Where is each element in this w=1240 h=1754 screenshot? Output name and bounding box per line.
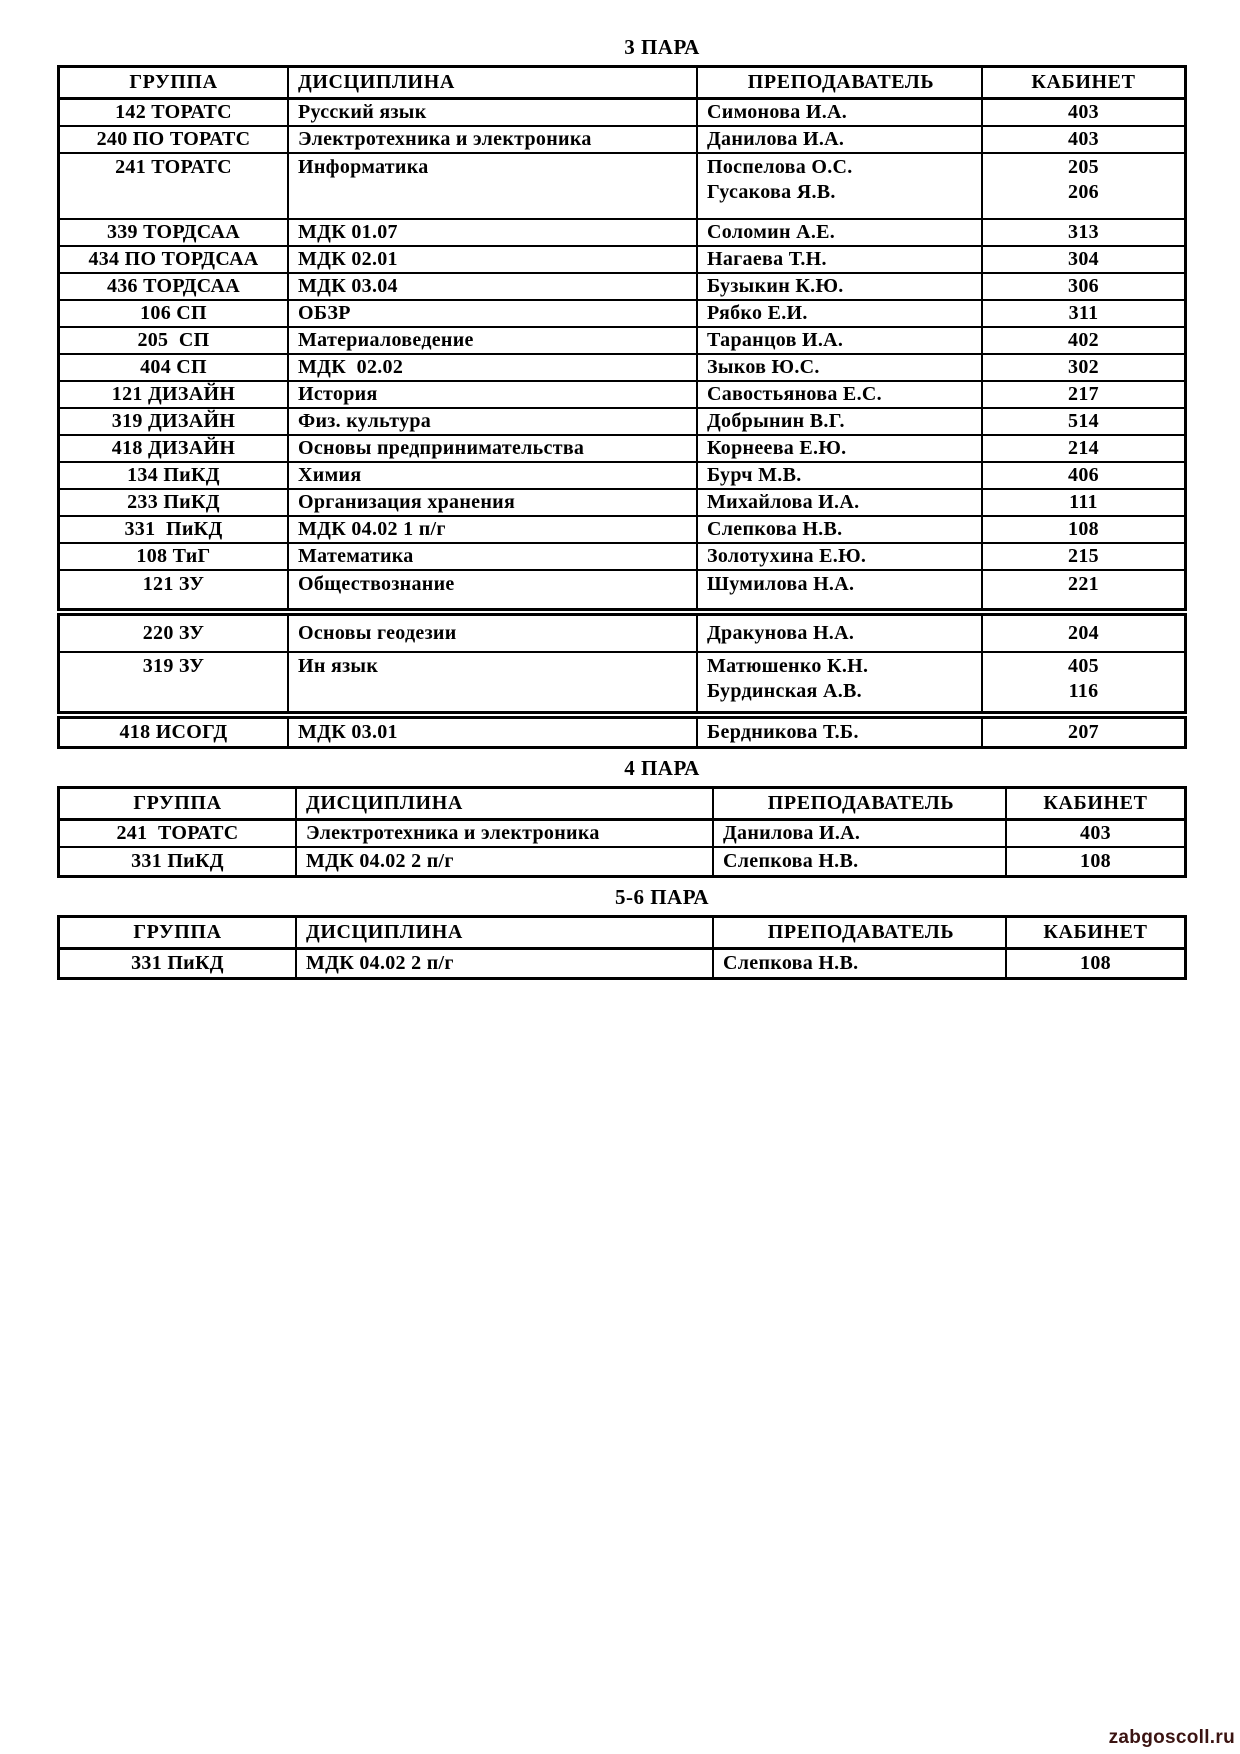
column-header: [297, 918, 714, 947]
table-row: [60, 100, 1184, 127]
table-row: [60, 616, 1184, 653]
teacher-name: Зыков Ю.С.: [707, 356, 820, 378]
room-cell: [983, 544, 1184, 569]
room-number: 406: [1068, 464, 1099, 486]
room-cell: [983, 463, 1184, 488]
column-header: [297, 789, 714, 818]
schedule-table: [57, 613, 1187, 714]
teacher-cell: [698, 409, 983, 434]
teacher-name: Нагаева Т.Н.: [707, 248, 827, 270]
room-number: 306: [1068, 275, 1099, 297]
teacher-cell: [698, 328, 983, 353]
room-cell: [983, 382, 1184, 407]
discipline-cell: [289, 220, 698, 245]
table-row: [60, 301, 1184, 328]
discipline-cell: [289, 719, 698, 746]
teacher-name: Добрынин В.Г.: [707, 410, 845, 432]
group-label: 233 ПиКД: [127, 491, 220, 513]
column-header: [714, 789, 1007, 818]
discipline-cell: [289, 463, 698, 488]
discipline-label: Химия: [298, 464, 362, 486]
schedule-content: [57, 34, 1187, 980]
room-cell: [983, 653, 1184, 711]
group-cell: [60, 328, 289, 353]
column-header-label: ПРЕПОДАВАТЕЛЬ: [767, 792, 955, 814]
room-cell: [1007, 821, 1184, 846]
section-title: 5-6 ПАРА: [614, 885, 710, 909]
group-cell: [60, 100, 289, 125]
table-row: [60, 436, 1184, 463]
teacher-cell: [698, 382, 983, 407]
teacher-name: Симонова И.А.: [707, 101, 848, 123]
group-label: 418 ИСОГД: [119, 721, 228, 743]
table-row: [60, 821, 1184, 848]
group-label: 240 ПО ТОРАТС: [96, 128, 251, 150]
teacher-name: Бердникова Т.Б.: [707, 721, 859, 743]
group-cell: [60, 653, 289, 711]
discipline-cell: [289, 301, 698, 326]
group-label: 319 ДИЗАЙН: [111, 410, 236, 432]
column-header: [698, 68, 983, 97]
section-title: 3 ПАРА: [624, 35, 700, 59]
table-row: [60, 409, 1184, 436]
group-label: 319 ЗУ: [142, 655, 205, 677]
room-cell: [983, 154, 1184, 218]
discipline-label: Основы предпринимательства: [298, 437, 585, 459]
teacher-name: Михайлова И.А.: [707, 491, 860, 513]
group-label: 106 СП: [140, 302, 207, 324]
teacher-cell: [714, 950, 1007, 977]
room-number: 405: [1068, 655, 1099, 677]
schedule-table: [57, 786, 1187, 878]
teacher-cell: [698, 274, 983, 299]
column-header-label: ГРУППА: [133, 921, 222, 943]
column-header: [60, 68, 289, 97]
group-label: 220 ЗУ: [142, 622, 205, 644]
group-cell: [60, 436, 289, 461]
table-row: [60, 127, 1184, 154]
discipline-label: МДК 02.02: [298, 356, 404, 378]
room-number: 206: [1068, 181, 1099, 203]
discipline-label: Материаловедение: [298, 329, 474, 351]
group-label: 108 ТиГ: [136, 545, 211, 567]
discipline-cell: [289, 571, 698, 608]
discipline-cell: [289, 517, 698, 542]
group-label: 121 ДИЗАЙН: [111, 383, 236, 405]
room-cell: [1007, 848, 1184, 875]
room-number: 108: [1068, 518, 1099, 540]
teacher-name: Соломин А.Е.: [707, 221, 836, 243]
discipline-label: Обществознание: [298, 573, 455, 595]
table-row: [60, 950, 1184, 977]
teacher-cell: [698, 436, 983, 461]
teacher-cell: [698, 571, 983, 608]
room-number: 403: [1068, 101, 1099, 123]
teacher-name: Дракунова Н.А.: [707, 622, 855, 644]
group-cell: [60, 517, 289, 542]
teacher-cell: [698, 653, 983, 711]
room-cell: [983, 517, 1184, 542]
column-header: [983, 68, 1184, 97]
column-header-label: ПРЕПОДАВАТЕЛЬ: [747, 71, 935, 93]
column-header-label: ДИСЦИПЛИНА: [306, 792, 463, 814]
room-cell: [983, 436, 1184, 461]
table-row: [60, 154, 1184, 220]
group-label: 241 ТОРАТС: [115, 156, 232, 178]
room-cell: [1007, 950, 1184, 977]
watermark: zabgoscoll.ru: [1108, 1727, 1235, 1748]
room-number: 207: [1068, 721, 1099, 743]
teacher-name: Рябко Е.И.: [707, 302, 808, 324]
discipline-cell: [297, 950, 714, 977]
discipline-label: Ин язык: [298, 655, 379, 677]
room-number: 215: [1068, 545, 1099, 567]
teacher-cell: [698, 100, 983, 125]
teacher-cell: [698, 127, 983, 152]
column-header-label: ГРУППА: [129, 71, 218, 93]
room-number: 514: [1068, 410, 1099, 432]
group-label: 331 ПиКД: [131, 850, 224, 872]
table-row: [60, 463, 1184, 490]
table-row: [60, 274, 1184, 301]
group-label: 121 ЗУ: [142, 573, 205, 595]
group-cell: [60, 463, 289, 488]
room-number: 403: [1080, 822, 1111, 844]
teacher-cell: [714, 848, 1007, 875]
discipline-cell: [289, 653, 698, 711]
discipline-cell: [289, 274, 698, 299]
teacher-cell: [698, 301, 983, 326]
group-cell: [60, 301, 289, 326]
teacher-name: Бурдинская А.В.: [707, 680, 862, 702]
room-cell: [983, 220, 1184, 245]
room-number: 116: [1068, 680, 1099, 702]
teacher-name: Данилова И.А.: [723, 822, 861, 844]
room-number: 217: [1068, 383, 1099, 405]
table-row: [60, 517, 1184, 544]
teacher-name: Данилова И.А.: [707, 128, 845, 150]
teacher-cell: [698, 463, 983, 488]
column-header-label: КАБИНЕТ: [1031, 71, 1136, 93]
room-number: 108: [1080, 850, 1111, 872]
discipline-label: Основы геодезии: [298, 622, 457, 644]
discipline-label: Электротехника и электроника: [298, 128, 592, 150]
room-number: 313: [1068, 221, 1099, 243]
group-label: 418 ДИЗАЙН: [111, 437, 236, 459]
discipline-label: МДК 01.07: [298, 221, 398, 243]
teacher-cell: [698, 616, 983, 651]
room-number: 311: [1068, 302, 1099, 324]
group-label: 331 ПиКД: [131, 952, 224, 974]
table-row: [60, 220, 1184, 247]
teacher-cell: [698, 247, 983, 272]
discipline-label: Русский язык: [298, 101, 427, 123]
discipline-cell: [289, 436, 698, 461]
room-cell: [983, 409, 1184, 434]
group-cell: [60, 544, 289, 569]
teacher-cell: [698, 719, 983, 746]
table-row: [60, 490, 1184, 517]
discipline-cell: [289, 382, 698, 407]
room-number: 205: [1068, 156, 1099, 178]
group-cell: [60, 382, 289, 407]
group-label: 241 ТОРАТС: [116, 822, 239, 844]
teacher-cell: [698, 154, 983, 218]
room-number: 214: [1068, 437, 1099, 459]
column-header: [60, 918, 297, 947]
room-cell: [983, 100, 1184, 125]
discipline-cell: [297, 821, 714, 846]
column-header: [1007, 918, 1184, 947]
group-cell: [60, 571, 289, 608]
room-cell: [983, 355, 1184, 380]
column-header-label: ГРУППА: [133, 792, 222, 814]
column-header: [714, 918, 1007, 947]
discipline-cell: [289, 409, 698, 434]
discipline-label: МДК 02.01: [298, 248, 398, 270]
room-number: 204: [1068, 622, 1099, 644]
teacher-cell: [698, 517, 983, 542]
room-number: 304: [1068, 248, 1099, 270]
table-row: [60, 355, 1184, 382]
discipline-cell: [289, 100, 698, 125]
section-title: 4 ПАРА: [624, 756, 700, 780]
column-header-label: ДИСЦИПЛИНА: [306, 921, 463, 943]
teacher-name: Таранцов И.А.: [707, 329, 844, 351]
teacher-cell: [698, 544, 983, 569]
group-label: 434 ПО ТОРДСАА: [88, 248, 259, 270]
room-cell: [983, 719, 1184, 746]
column-header-label: ДИСЦИПЛИНА: [298, 71, 455, 93]
group-label: 142 ТОРАТС: [115, 101, 232, 123]
discipline-label: Математика: [298, 545, 414, 567]
discipline-cell: [289, 154, 698, 218]
teacher-name: Савостьянова Е.С.: [707, 383, 882, 405]
discipline-label: МДК 04.02 1 п/г: [298, 518, 446, 540]
group-cell: [60, 950, 297, 977]
table-row: [60, 247, 1184, 274]
discipline-cell: [289, 544, 698, 569]
table-row: [60, 571, 1184, 608]
schedule-table: [57, 716, 1187, 749]
teacher-name: Золотухина Е.Ю.: [707, 545, 867, 567]
teacher-name: Гусакова Я.В.: [707, 181, 836, 203]
room-cell: [983, 247, 1184, 272]
group-cell: [60, 616, 289, 651]
schedule-table: [57, 65, 1187, 611]
discipline-label: Организация хранения: [298, 491, 516, 513]
header-row: [60, 918, 1184, 950]
table-row: [60, 653, 1184, 711]
discipline-label: ОБЗР: [298, 302, 351, 324]
teacher-name: Слепкова Н.В.: [707, 518, 843, 540]
teacher-name: Поспелова О.С.: [707, 156, 853, 178]
room-number: 302: [1068, 356, 1099, 378]
group-cell: [60, 409, 289, 434]
group-label: 404 СП: [140, 356, 207, 378]
teacher-name: Матюшенко К.Н.: [707, 655, 869, 677]
column-header-label: КАБИНЕТ: [1043, 921, 1148, 943]
group-cell: [60, 848, 297, 875]
table-row: [60, 848, 1184, 875]
group-cell: [60, 821, 297, 846]
room-number: 402: [1068, 329, 1099, 351]
group-cell: [60, 490, 289, 515]
table-row: [60, 719, 1184, 746]
discipline-cell: [289, 355, 698, 380]
table-row: [60, 544, 1184, 571]
room-cell: [983, 274, 1184, 299]
group-cell: [60, 127, 289, 152]
column-header-label: ПРЕПОДАВАТЕЛЬ: [767, 921, 955, 943]
teacher-cell: [698, 355, 983, 380]
group-cell: [60, 274, 289, 299]
discipline-label: Электротехника и электроника: [306, 822, 600, 844]
discipline-label: МДК 04.02 2 п/г: [306, 952, 454, 974]
discipline-cell: [289, 490, 698, 515]
room-cell: [983, 616, 1184, 651]
group-cell: [60, 247, 289, 272]
schedule-table: [57, 915, 1187, 980]
discipline-label: История: [298, 383, 378, 405]
group-label: 134 ПиКД: [127, 464, 220, 486]
teacher-name: Бузыкин К.Ю.: [707, 275, 844, 297]
room-cell: [983, 301, 1184, 326]
column-header: [289, 68, 698, 97]
column-header-label: КАБИНЕТ: [1043, 792, 1148, 814]
group-cell: [60, 719, 289, 746]
discipline-label: Информатика: [298, 156, 429, 178]
discipline-cell: [289, 616, 698, 651]
group-cell: [60, 355, 289, 380]
group-label: 331 ПиКД: [124, 518, 223, 540]
room-number: 221: [1068, 573, 1099, 595]
table-row: [60, 328, 1184, 355]
teacher-name: Шумилова Н.А.: [707, 573, 855, 595]
column-header: [60, 789, 297, 818]
room-number: 111: [1069, 491, 1098, 513]
teacher-cell: [698, 490, 983, 515]
teacher-cell: [714, 821, 1007, 846]
discipline-label: МДК 03.01: [298, 721, 398, 743]
group-cell: [60, 220, 289, 245]
group-cell: [60, 154, 289, 218]
room-cell: [983, 127, 1184, 152]
discipline-cell: [289, 247, 698, 272]
group-label: 436 ТОРДСАА: [106, 275, 241, 297]
discipline-label: Физ. культура: [298, 410, 432, 432]
discipline-label: МДК 04.02 2 п/г: [306, 850, 454, 872]
room-cell: [983, 490, 1184, 515]
room-number: 403: [1068, 128, 1099, 150]
room-cell: [983, 328, 1184, 353]
discipline-cell: [297, 848, 714, 875]
column-header: [1007, 789, 1184, 818]
discipline-label: МДК 03.04: [298, 275, 398, 297]
table-row: [60, 382, 1184, 409]
discipline-cell: [289, 127, 698, 152]
group-label: 205 СП: [137, 329, 210, 351]
teacher-name: Корнеева Е.Ю.: [707, 437, 847, 459]
discipline-cell: [289, 328, 698, 353]
teacher-cell: [698, 220, 983, 245]
header-row: [60, 68, 1184, 100]
header-row: [60, 789, 1184, 821]
teacher-name: Слепкова Н.В.: [723, 850, 859, 872]
group-label: 339 ТОРДСАА: [106, 221, 241, 243]
room-cell: [983, 571, 1184, 608]
teacher-name: Бурч М.В.: [707, 464, 802, 486]
teacher-name: Слепкова Н.В.: [723, 952, 859, 974]
room-number: 108: [1080, 952, 1111, 974]
